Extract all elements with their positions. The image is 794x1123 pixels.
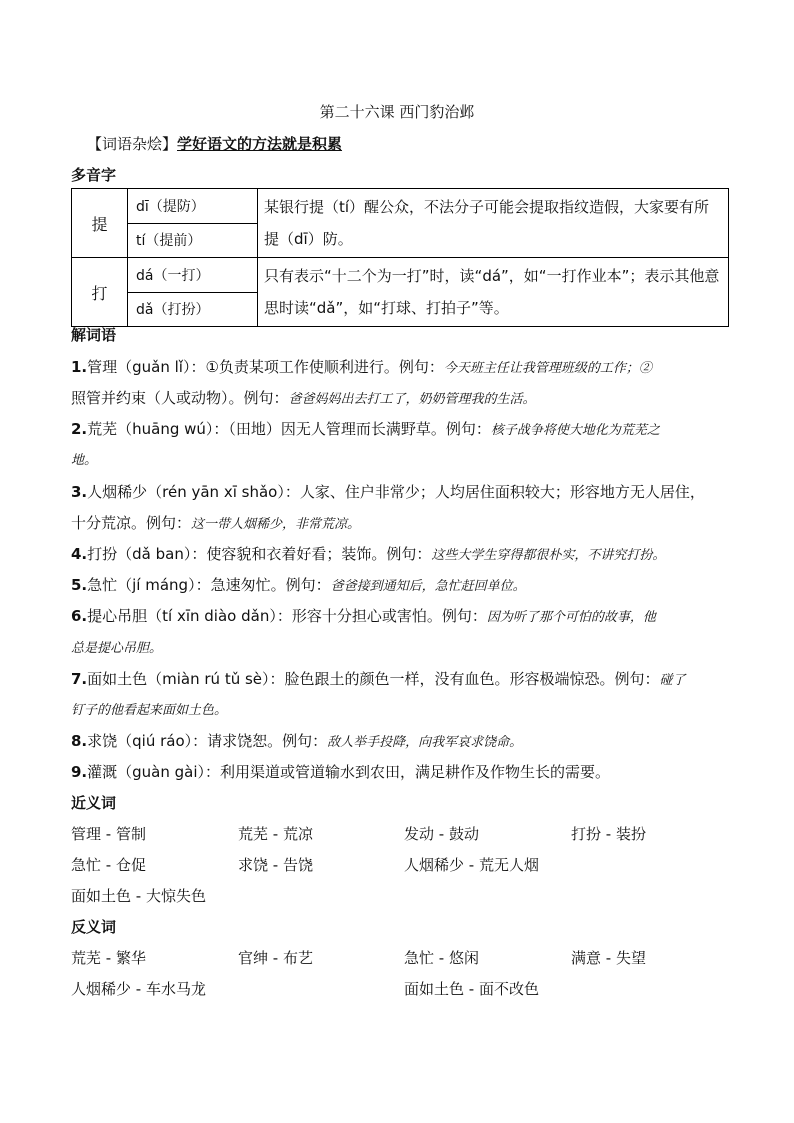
synonyms-heading: 近义词 [71, 794, 117, 812]
polyphone-char: 提 [72, 189, 128, 258]
polyphone-reading: dá（一打） [128, 258, 258, 293]
vocab-number: 3. [71, 483, 88, 501]
antonym-pair: 满意 - 失望 [571, 949, 646, 967]
vocab-text: 荒芜（huāng wú）：（田地）因无人管理而长满野草。例句： [87, 420, 491, 438]
polyphone-char: 打 [72, 258, 128, 327]
vocab-heading: 解词语 [71, 326, 117, 344]
vocab-line [71, 481, 731, 502]
vocab-line [71, 699, 731, 718]
vocab-example: 核子战争将使大地化为荒芜之 [490, 423, 660, 438]
vocab-text: 面如土色（miàn rú tǔ sè）：脸色跟土的颜色一样，没有血色。形容极端惊恐。例句： [87, 670, 660, 688]
banner-tag: 【词语杂烩】 [87, 135, 178, 153]
vocab-number: 6. [71, 607, 88, 625]
table-row [72, 189, 729, 224]
vocab-line [71, 356, 731, 377]
vocab-number: 8. [71, 732, 88, 750]
vocab-example: 总是提心吊胆。 [71, 641, 163, 656]
synonym-pair: 打扮 - 装扮 [571, 825, 646, 843]
vocab-example: 爸爸接到通知后，急忙赶回单位。 [330, 579, 526, 594]
vocab-line [71, 387, 731, 408]
vocab-text: 急忙（jí máng）：急速匆忙。例句： [87, 576, 331, 594]
antonyms-heading: 反义词 [71, 918, 117, 936]
vocab-text: 照管并约束（人或动物）。例句： [71, 389, 289, 407]
vocab-example: 爸爸妈妈出去打工了，奶奶管理我的生活。 [288, 392, 536, 407]
antonym-pair: 人烟稀少 - 车水马龙 [71, 980, 206, 998]
antonym-pair: 荒芜 - 繁华 [71, 949, 146, 967]
polyphone-heading: 多音字 [71, 166, 117, 184]
antonym-pair: 面如土色 - 面不改色 [404, 980, 539, 998]
vocab-line [71, 574, 731, 595]
vocab-line [71, 418, 731, 439]
vocab-example: 钉子的他看起来面如土色。 [71, 703, 228, 718]
vocab-line [71, 449, 731, 468]
vocab-example: 这些大学生穿得都很朴实，不讲究打扮。 [431, 548, 666, 563]
vocab-example: 因为听了那个可怕的故事，他 [486, 610, 656, 625]
synonym-pair: 发动 - 鼓动 [404, 825, 479, 843]
vocab-line [71, 761, 731, 782]
synonym-pair: 人烟稀少 - 荒无人烟 [404, 856, 539, 874]
polyphone-reading: tí（提前） [128, 223, 258, 258]
page-title: 第二十六课 西门豹治邺 [319, 103, 475, 121]
vocab-line [71, 605, 731, 626]
table-row [72, 258, 729, 293]
polyphone-explanation: 某银行提（tí）醒公众，不法分子可能会提取指纹造假，大家要有所提（dī）防。 [258, 189, 729, 258]
banner-slogan: 学好语文的方法就是积累 [177, 135, 343, 153]
vocab-text: 打扮（dǎ ban）：使容貌和衣着好看；装饰。例句： [87, 545, 432, 563]
vocab-number: 5. [71, 576, 88, 594]
vocab-number: 1. [71, 358, 88, 376]
polyphone-reading: dī（提防） [128, 189, 258, 224]
polyphone-reading: dǎ（打扮） [128, 292, 258, 327]
antonym-pair: 急忙 - 悠闲 [404, 949, 479, 967]
vocab-text: 求饶（qiú ráo）：请求饶恕。例句： [87, 732, 328, 750]
vocab-line [71, 668, 731, 689]
synonym-pair: 急忙 - 仓促 [71, 856, 146, 874]
synonym-pair: 求饶 - 告饶 [238, 856, 313, 874]
vocab-line [71, 512, 731, 533]
synonym-pair: 管理 - 管制 [71, 825, 146, 843]
vocab-number: 7. [71, 670, 88, 688]
antonym-pair: 官绅 - 布艺 [238, 949, 313, 967]
vocab-example: 今天班主任让我管理班级的工作；② [443, 361, 652, 376]
vocab-text: 灌溉（guàn gài）：利用渠道或管道输水到农田，满足耕作及作物生长的需要。 [87, 763, 611, 781]
vocab-example: 地。 [71, 453, 98, 468]
vocab-number: 2. [71, 420, 88, 438]
vocab-line [71, 730, 731, 751]
vocab-line [71, 543, 731, 564]
vocab-example: 碰了 [659, 673, 686, 688]
polyphone-table [71, 188, 729, 327]
polyphone-explanation: 只有表示“十二个为一打”时，读“dá”，如“一打作业本”；表示其他意思时读“dǎ”，如“打球、打拍子”等。 [258, 258, 729, 327]
vocab-number: 4. [71, 545, 88, 563]
vocab-text: 十分荒凉。例句： [71, 514, 192, 532]
synonym-pair: 荒芜 - 荒凉 [238, 825, 313, 843]
vocab-example: 敌人举手投降，向我军哀求饶命。 [327, 735, 523, 750]
vocab-example: 这一带人烟稀少，非常荒凉。 [191, 517, 361, 532]
vocab-text: 人烟稀少（rén yān xī shǎo）：人家、住户非常少；人均居住面积较大；形容地方无人居住， [87, 483, 705, 501]
vocab-number: 9. [71, 763, 88, 781]
vocab-text: 提心吊胆（tí xīn diào dǎn）：形容十分担心或害怕。例句： [87, 607, 487, 625]
vocab-line [71, 637, 731, 656]
vocab-text: 管理（guǎn lǐ）：①负责某项工作使顺利进行。例句： [87, 358, 444, 376]
section-banner [87, 133, 342, 154]
synonym-pair: 面如土色 - 大惊失色 [71, 887, 206, 905]
